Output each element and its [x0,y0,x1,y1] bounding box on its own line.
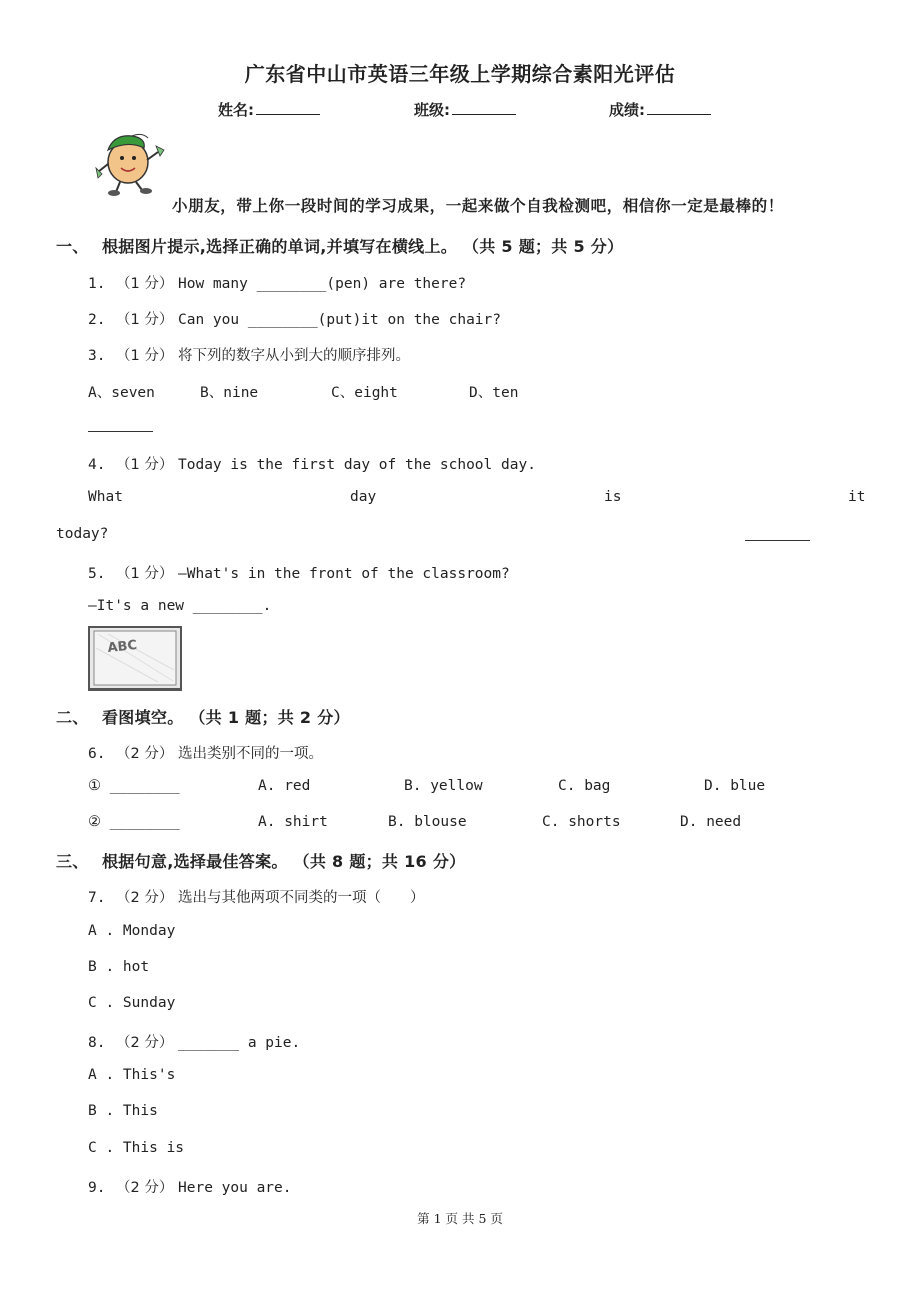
option-c[interactable]: C、eight [331,385,398,401]
question-number: 7. [88,890,106,906]
question-text: —What's in the front of the classroom? [178,566,510,582]
option-d[interactable]: D. blue [704,778,766,794]
question-3 [88,344,410,365]
question-text: _______ a pie. [178,1035,301,1051]
question-8 [88,1031,300,1052]
class-field[interactable] [414,99,516,120]
section-2-title: 看图填空。 （共 1 题；共 2 分） [102,708,350,727]
word-it: it [848,489,866,505]
answer-blank[interactable] [88,431,153,432]
option-b[interactable]: B . hot [88,959,150,975]
name-blank[interactable] [256,100,320,115]
question-text: Today is the first day of the school day. [178,457,536,473]
option-a[interactable]: A . This's [88,1067,176,1083]
class-blank[interactable] [452,100,516,115]
question-score: （2 分） [116,1180,174,1196]
row-mark: ① [88,778,101,794]
option-c[interactable]: C. shorts [542,814,621,830]
blackboard-picture [88,626,184,692]
board-text: ABC [106,637,138,656]
section-2-number: 二、 [56,708,89,727]
question-number: 5. [88,566,106,582]
question-score: （2 分） [116,1035,174,1051]
name-label: 姓名: [218,101,254,119]
question-number: 6. [88,746,106,762]
option-a[interactable]: A、seven [88,385,155,401]
question-score: （1 分） [116,566,174,582]
question-text: How many ________(pen) are there? [178,276,467,292]
option-b[interactable]: B . This [88,1103,158,1119]
question-7 [88,886,425,907]
question-score: （2 分） [116,890,174,906]
page-footer: 第 1 页 共 5 页 [417,1211,503,1226]
section-3-number: 三、 [56,852,89,871]
question-score: （1 分） [116,348,174,364]
word-what: What [88,489,123,505]
option-d[interactable]: D. need [680,814,742,830]
option-a[interactable]: A. red [258,778,311,794]
option-d[interactable]: D、ten [469,385,519,401]
question-text: Can you ________(put)it on the chair? [178,312,502,328]
question-score: （1 分） [116,276,174,292]
option-c[interactable]: C. bag [558,778,611,794]
question-number: 2. [88,312,106,328]
answer-blank[interactable] [745,540,810,541]
section-2-heading [56,705,350,728]
score-label: 成绩: [609,101,645,119]
row-2-marker [88,814,180,830]
question-score: （1 分） [116,457,174,473]
question-number: 8. [88,1035,106,1051]
option-c[interactable]: C . This is [88,1140,185,1156]
option-a[interactable]: A . Monday [88,923,176,939]
option-b[interactable]: B、nine [200,385,259,401]
question-number: 4. [88,457,106,473]
option-b[interactable]: B. yellow [404,778,483,794]
question-5 [88,562,510,583]
option-b[interactable]: B. blouse [388,814,467,830]
question-number: 9. [88,1180,106,1196]
mascot-illustration [92,130,172,200]
section-3-heading [56,849,465,872]
question-text: Here you are. [178,1180,292,1196]
question-score: （1 分） [116,312,174,328]
encouragement-text: 小朋友，带上你一段时间的学习成果，一起来做个自我检测吧，相信你一定是最棒的！ [172,197,784,215]
section-1-title: 根据图片提示,选择正确的单词,并填写在横线上。 （共 5 题；共 5 分） [102,237,624,256]
question-1 [88,272,466,293]
question-9 [88,1176,292,1197]
word-is: is [604,489,622,505]
option-c[interactable]: C . Sunday [88,995,176,1011]
score-blank[interactable] [647,100,711,115]
question-6 [88,742,323,763]
word-today: today? [56,526,109,542]
score-field[interactable] [609,99,711,120]
question-4 [88,453,536,474]
question-text: 选出与其他两项不同类的一项（ ） [178,890,425,906]
page-title: 广东省中山市英语三年级上学期综合素阳光评估 [244,62,676,86]
answer-sentence: —It's a new ________. [88,598,272,614]
question-score: （2 分） [116,746,174,762]
section-1-number: 一、 [56,237,89,256]
section-3-title: 根据句意,选择最佳答案。 （共 8 题；共 16 分） [102,852,466,871]
question-number: 3. [88,348,106,364]
row-mark: ② [88,814,101,830]
question-text: 选出类别不同的一项。 [178,746,323,762]
section-1-heading [56,234,623,257]
question-number: 1. [88,276,106,292]
row-1-marker [88,778,180,794]
question-2 [88,308,501,329]
option-a[interactable]: A. shirt [258,814,328,830]
question-text: 将下列的数字从小到大的顺序排列。 [178,348,410,364]
row-blank[interactable]: ________ [109,778,180,794]
word-day: day [350,489,377,505]
class-label: 班级: [414,101,450,119]
name-field[interactable] [218,99,320,120]
row-blank[interactable]: ________ [109,814,180,830]
